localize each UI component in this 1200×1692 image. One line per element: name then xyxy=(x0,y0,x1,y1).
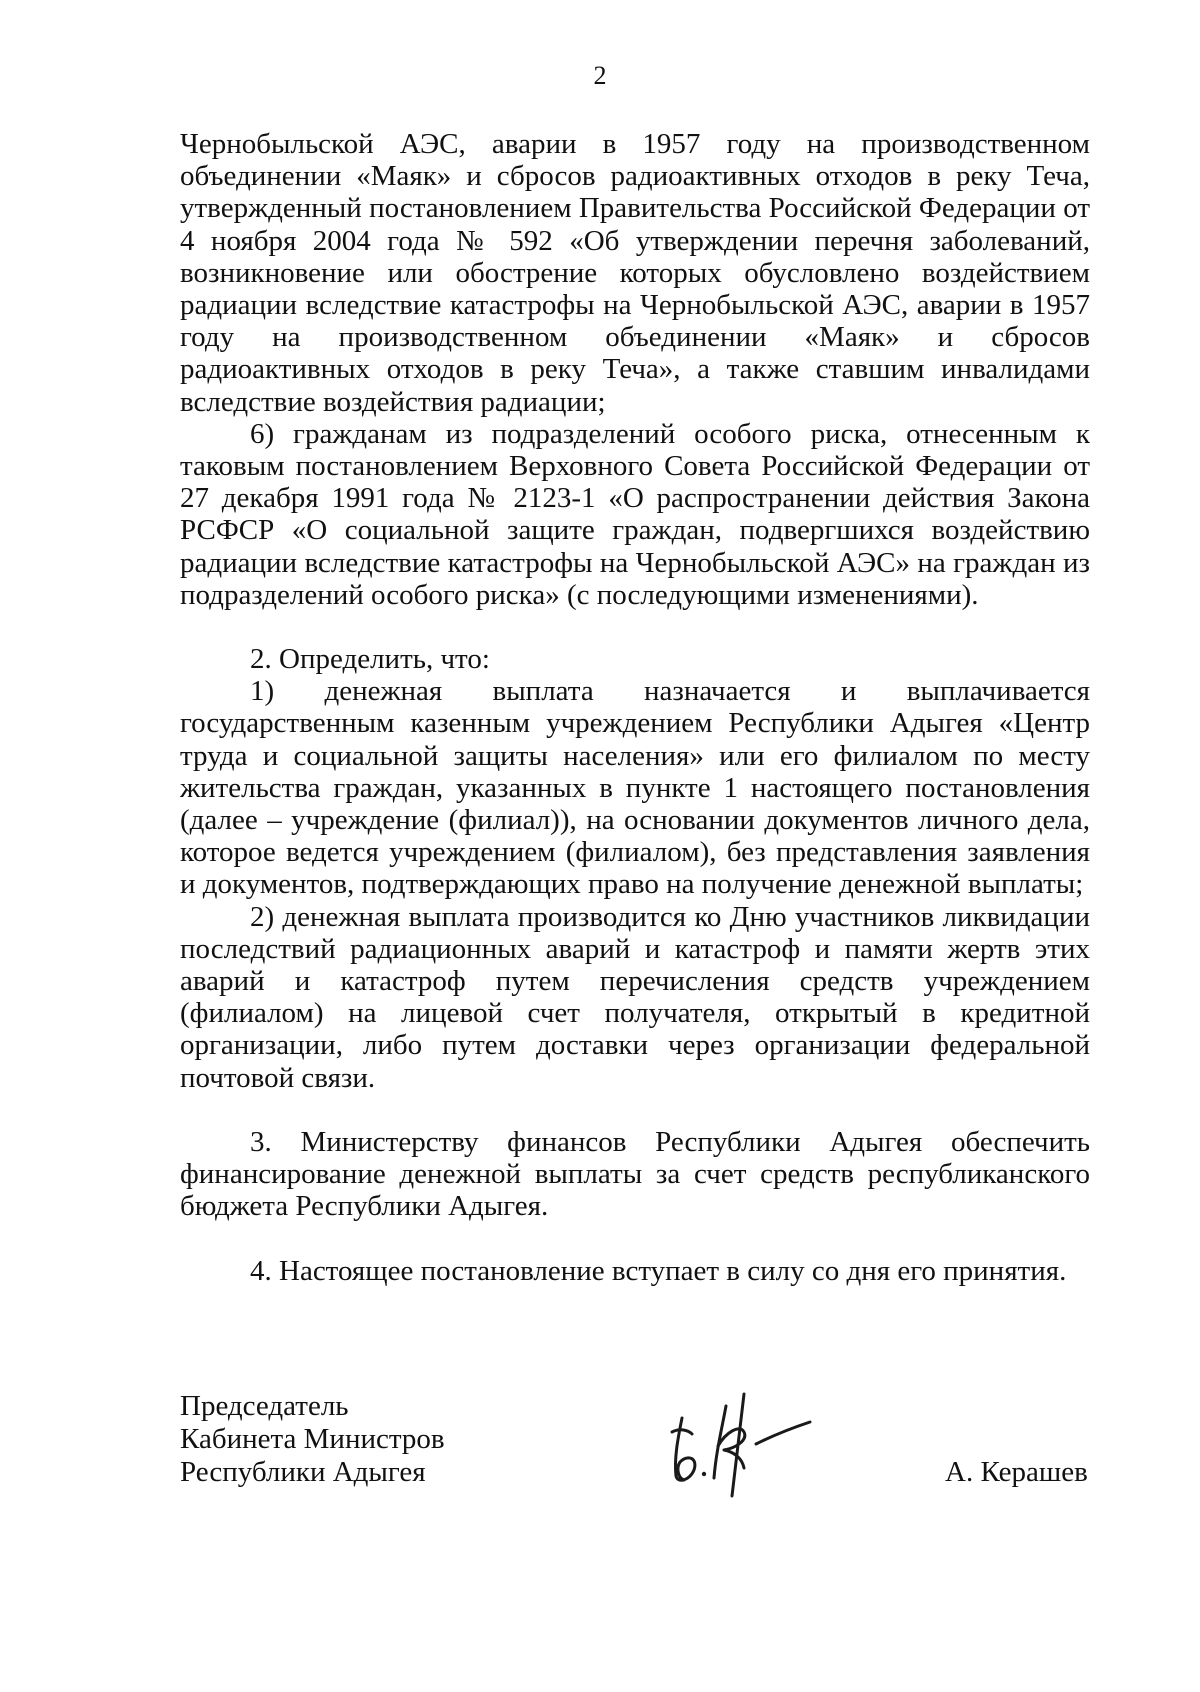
signatory-name: А. Керашев xyxy=(945,1456,1088,1488)
paragraph-spacer xyxy=(180,1223,1090,1255)
paragraph-section-2-item-2: 2) денежная выплата производится ко Дню участников ликвидации последствий радиационных аварий и катастроф и памяти жертв этих аварий и катастроф путем перечисления средств учреждением (филиалом) на лицевой счет получателя, открытый в кредитной организации, либо путем доставки через организации федеральной почтовой связи. xyxy=(180,900,1090,1094)
paragraph-spacer xyxy=(180,1094,1090,1126)
signatory-title-line: Кабинета Министров xyxy=(180,1423,445,1455)
handwritten-signature xyxy=(660,1388,820,1498)
document-body xyxy=(180,128,1090,1287)
paragraph-item-6: 6) гражданам из подразделений особого риска, отнесенным к таковым постановлением Верховного Совета Российской Федерации от 27 декабря 1991 года № 2123-1 «О распространении действия Закона РСФСР «О социальной защите граждан, подвергшихся воздействию радиации вследствие катастрофы на Чернобыльской АЭС» на граждан из подразделений особого риска» (с последующими изменениями). xyxy=(180,417,1090,611)
paragraph-continuation: Чернобыльской АЭС, аварии в 1957 году на производственном объединении «Маяк» и сбросов радиоактивных отходов в реку Теча, утвержденный постановлением Правительства Российской Федерации от 4 ноября 2004 года № 592 «Об утверждении перечня заболеваний, возникновение или обострение которых обусловлено воздействием радиации вследствие катастрофы на Чернобыльской АЭС, аварии в 1957 году на производственном объединении «Маяк» и сбросов радиоактивных отходов в реку Теча», а также ставшим инвалидами вследствие воздействия радиации; xyxy=(180,128,1090,418)
paragraph-spacer xyxy=(180,611,1090,643)
paragraph-section-3: 3. Министерству финансов Республики Адыгея обеспечить финансирование денежной выплаты за счет средств республиканского бюджета Республики Адыгея. xyxy=(180,1125,1090,1223)
paragraph-section-2-heading: 2. Определить, что: xyxy=(250,643,490,676)
paragraph-section-4: 4. Настоящее постановление вступает в силу со дня его принятия. xyxy=(250,1254,1067,1287)
page-number: 2 xyxy=(593,61,607,90)
paragraph-section-2-item-1: 1) денежная выплата назначается и выплачивается государственным казенным учреждением Республики Адыгея «Центр труда и социальной защиты населения» или его филиалом по месту жительства граждан, указанных в пункте 1 настоящего постановления (далее – учреждение (филиал)), на основании документов личного дела, которое ведется учреждением (филиалом), без представления заявления и документов, подтверждающих право на получение денежной выплаты; xyxy=(180,675,1090,901)
signatory-title-line: Председатель xyxy=(180,1390,349,1422)
signatory-title-line: Республики Адыгея xyxy=(180,1456,426,1488)
signatory-title xyxy=(180,1390,445,1489)
